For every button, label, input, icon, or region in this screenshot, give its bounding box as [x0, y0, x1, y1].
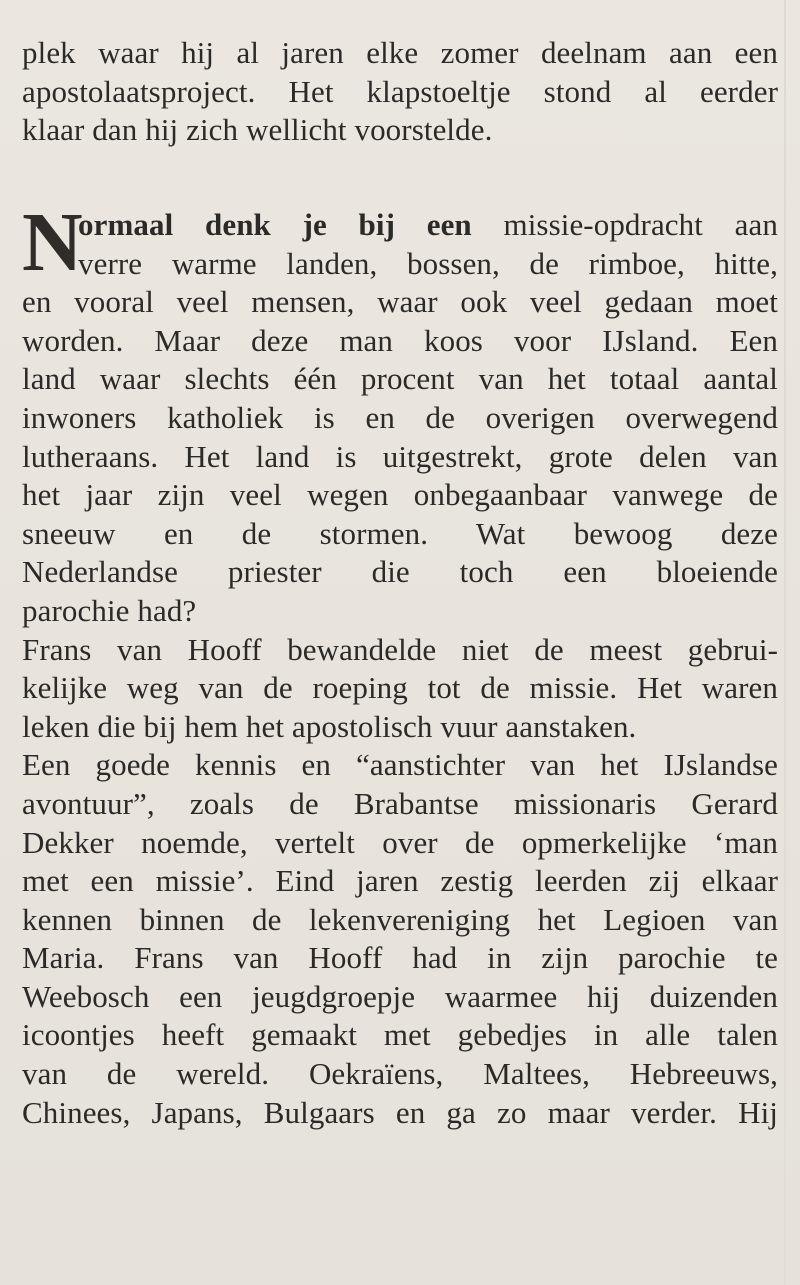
body-line: land waar slechts één procent van het totaal aantal	[22, 361, 778, 397]
body-line: Dekker noemde, vertelt over de opmerkelijke ‘man	[22, 824, 778, 860]
intro-line: apostolaatsproject. Het klapstoeltje stond al eerder	[22, 73, 778, 109]
body-line: met een missie’. Eind jaren zestig leerden zij elkaar	[22, 863, 778, 899]
intro-line: klaar dan hij zich wellicht voorstelde.	[22, 112, 493, 148]
body-line: Weebosch een jeugdgroepje waarmee hij duizenden	[22, 978, 778, 1014]
body-line: verre warme landen, bossen, de rimboe, hitte,	[78, 245, 778, 281]
body-line: lutheraans. Het land is uitgestrekt, grote delen van	[22, 438, 778, 474]
intro-line: plek waar hij al jaren elke zomer deelnam aan een	[22, 35, 778, 70]
body-line: parochie had?	[22, 592, 197, 628]
lead-bold-text: ormaal denk je bij een	[78, 207, 472, 242]
body-line: Chinees, Japans, Bulgaars en ga zo maar verder. Hij	[22, 1094, 778, 1130]
body-line: leken die bij hem het apostolisch vuur aanstaken.	[22, 708, 637, 744]
main-paragraph	[22, 196, 778, 1132]
body-line: Nederlandse priester die toch een bloeiende	[22, 554, 778, 590]
body-line: sneeuw en de stormen. Wat bewoog deze	[22, 515, 778, 551]
body-line: worden. Maar deze man koos voor IJsland. Een	[22, 322, 778, 358]
lead-rest-text: missie-opdracht aan	[471, 207, 778, 242]
page-fold-shadow	[784, 0, 786, 1285]
body-line: inwoners katholiek is en de overigen overwegend	[22, 399, 778, 435]
body-line: avontuur”, zoals de Brabantse missionaris Gerard	[22, 785, 778, 821]
drop-cap-letter: N	[22, 196, 83, 289]
intro-paragraph	[22, 34, 778, 150]
body-line: kelijke weg van de roeping tot de missie. Het waren	[22, 670, 778, 706]
body-line: Maria. Frans van Hooff had in zijn parochie te	[22, 940, 778, 976]
body-line: Frans van Hooff bewandelde niet de meest gebrui-	[22, 631, 778, 667]
body-line: van de wereld. Oekraïens, Maltees, Hebreeuws,	[22, 1056, 778, 1092]
body-line: het jaar zijn veel wegen onbegaanbaar vanwege de	[22, 477, 778, 513]
body-line: Een goede kennis en “aanstichter van het IJslandse	[22, 747, 778, 783]
body-line: kennen binnen de lekenvereniging het Legioen van	[22, 901, 778, 937]
body-line: en vooral veel mensen, waar ook veel gedaan moet	[22, 284, 778, 320]
body-line: icoontjes heeft gemaakt met gebedjes in alle talen	[22, 1017, 778, 1053]
lead-line	[22, 206, 778, 245]
